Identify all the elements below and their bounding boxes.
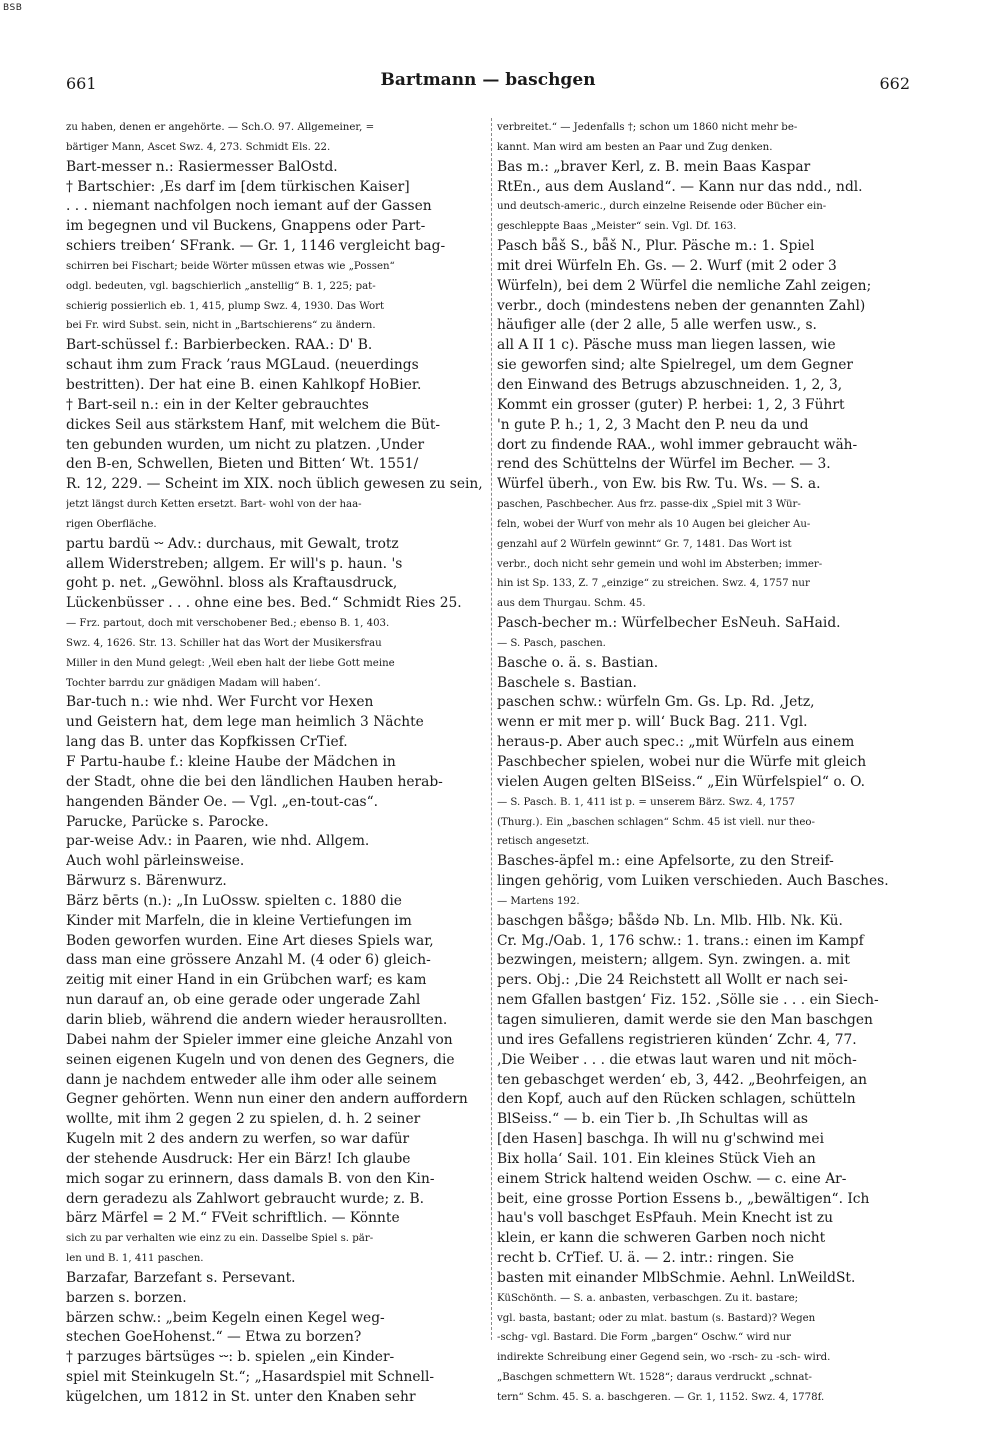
text-line: baschgen bǟšgə; bǟšdə Nb. Ln. Mlb. Hlb. Nk. Kü. [497, 912, 843, 929]
text-line: schiers treiben‘ SFrank. — Gr. 1, 1146 vergleicht bag- [66, 238, 446, 255]
text-line: jetzt längst durch Ketten ersetzt. Bart- wohl von der haa- [66, 499, 362, 511]
text-line: und ires Gefallens registrieren künden‘ Zchr. 4, 77. [497, 1031, 857, 1048]
text-line: hangenden Bänder Oe. — Vgl. „en-tout-cas“. [66, 793, 379, 810]
text-line: darin blieb, während die andern wieder herausrollten. [66, 1011, 448, 1028]
text-line: retisch angesetzt. [497, 836, 590, 848]
text-line: und Geistern hat, dem lege man heimlich 3 Nächte [66, 714, 424, 731]
text-line: — Frz. partout, doch mit verschobener Bed.; ebenso B. 1, 403. [66, 618, 390, 630]
text-line: Miller in den Mund gelegt: ‚Weil eben halt der liebe Gott meine [66, 657, 395, 669]
text-line: Dabei nahm der Spieler immer eine gleiche Anzahl von [66, 1031, 453, 1048]
text-line: feln, wobei der Wurf von mehr als 10 Augen bei gleicher Au- [497, 518, 811, 530]
text-line: F Partu-haube f.: kleine Haube der Mädchen in [66, 754, 396, 770]
text-line: stechen GoeHohenst.“ — Etwa zu borzen? [66, 1329, 362, 1346]
text-line: nem Gfallen bastgen‘ Fiz. 152. ‚Sölle sie . . . ein Siech- [497, 992, 879, 1009]
text-line: Bärz bērts (n.): „In LuOssw. spielten c. 1880 die [66, 892, 402, 909]
text-line: Bix holla‘ Sail. 101. Ein kleines Stück Vieh an [497, 1150, 816, 1167]
text-line: sie geworfen sind; alte Spielregel, um dem Gegner [497, 357, 853, 374]
text-line: wollte, mit ihm 2 gegen 2 zu spielen, d. h. 2 seiner [66, 1111, 421, 1128]
text-line: . . . niemant nachfolgen noch iemant auf der Gassen [66, 198, 432, 215]
text-line: † parzuges bärtsüges ⏑⏑: b. spielen „ein Kinder- [66, 1349, 395, 1366]
text-line: Bart-messer n.: Rasiermesser BalOstd. [66, 158, 338, 175]
text-line: barzen s. borzen. [66, 1289, 187, 1306]
text-line: Pasch bǟš S., bǟš N., Plur. Päsche m.: 1. Spiel [497, 238, 815, 255]
text-line: Würfeln), bei dem 2 Würfel die nemliche Zahl zeigen; [497, 277, 872, 294]
left-column [66, 118, 488, 1408]
text-line: † Bartschier: ‚Es darf im [dem türkischen Kaiser] [66, 178, 410, 195]
text-line: zu haben, denen er angehörte. — Sch.O. 97. Allgemeiner, = [66, 122, 375, 133]
text-line: Pasch-becher m.: Würfelbecher EsNeuh. SaHaid. [497, 615, 841, 632]
text-line: odgl. bedeuten, vgl. bagschierlich „anstellig“ B. 1, 225; pat- [66, 280, 376, 292]
text-line: KüSchönth. — S. a. anbasten, verbaschgen. Zu it. bastare; [497, 1292, 799, 1304]
text-line: häufiger alle (der 2 alle, 5 alle werfen usw., s. [497, 317, 817, 334]
text-line: Kinder mit Marfeln, die in kleine Vertiefungen im [66, 912, 412, 929]
text-line: bezwingen, meistern; allgem. Syn. zwingen. a. mit [497, 952, 850, 969]
text-line: Gegner gehörten. Wenn nun einer den andern auffordern [66, 1091, 468, 1108]
text-line: der Stadt, ohne die bei den ländlichen Hauben herab- [66, 773, 443, 790]
text-line: lang das B. unter das Kopfkissen CrTief. [66, 734, 348, 751]
right-column [497, 118, 913, 1408]
text-line: ten gebunden wurden, um nicht zu platzen. ‚Under [66, 436, 425, 453]
text-line: nun darauf an, ob eine gerade oder ungerade Zahl [66, 992, 421, 1009]
text-line: recht b. CrTief. U. ä. — 2. intr.: ringen. Sie [497, 1250, 795, 1267]
text-line: verbreitet.“ — Jedenfalls †; schon um 1860 nicht mehr be- [497, 122, 798, 133]
text-line: Lückenbüsser . . . ohne eine bes. Bed.“ Schmidt Ries 25. [66, 595, 462, 612]
text-line: [den Hasen] baschga. Ih will nu g'schwind mei [497, 1131, 825, 1148]
text-line: R. 12, 229. — Scheint im XIX. noch üblich gewesen zu sein, [66, 476, 483, 493]
text-line: rend des Schüttelns der Würfel im Becher. — 3. [497, 456, 831, 473]
left-page-number: 661 [66, 74, 97, 93]
text-line: Parucke, Parücke s. Parocke. [66, 813, 269, 830]
text-line: paschen, Paschbecher. Aus frz. passe-dix „Spiel mit 3 Wür- [497, 499, 801, 511]
text-line: Barzafar, Barzefant s. Persevant. [66, 1269, 296, 1286]
text-line: mich sogar zu erinnern, dass damals B. von den Kin- [66, 1170, 435, 1187]
text-line: verbr., doch (mindestens neben der genannten Zahl) [497, 297, 866, 314]
text-line: BlSeiss.“ — b. ein Tier b. ‚Ih Schultas will as [497, 1111, 809, 1128]
text-line: vielen Augen gelten BlSeiss.“ „Ein Würfelspiel“ o. O. [497, 773, 866, 790]
text-line: bei Fr. wird Subst. sein, nicht in „Bartschierens“ zu ändern. [66, 320, 376, 332]
text-line: genzahl auf 2 Würfeln gewinnt“ Gr. 7, 1481. Das Wort ist [497, 538, 792, 550]
text-line: schierig possierlich eb. 1, 415, plump Swz. 4, 1930. Das Wort [66, 300, 385, 312]
text-line: den Einwand des Betrugs abzuschneiden. 1, 2, 3, [497, 376, 843, 393]
text-line: lingen gehörig, vom Luiken verschieden. Auch Basches. [497, 873, 889, 890]
text-line: hau's voll baschget EsPfauh. Mein Knecht ist zu [497, 1210, 834, 1227]
text-line: im begegnen und vil Buckens, Gnappens oder Part- [66, 218, 426, 235]
text-line: Baschele s. Bastian. [497, 674, 637, 691]
text-line: Würfel überh., von Ew. bis Rw. Tu. Ws. — S. a. [497, 476, 821, 493]
text-line: tern“ Schm. 45. S. a. baschgeren. — Gr. 1, 1152. Swz. 4, 1778f. [497, 1392, 825, 1403]
running-title: Bartmann — baschgen [380, 70, 596, 90]
text-line: — Martens 192. [497, 895, 580, 907]
running-header [66, 70, 910, 100]
text-line: len und B. 1, 411 paschen. [66, 1253, 204, 1265]
text-line: den B-en, Schwellen, Bieten und Bitten‘ Wt. 1551/ [66, 456, 419, 473]
text-line: — S. Pasch, paschen. [497, 637, 606, 649]
text-line: Tochter barrdu zur gnädigen Madam will haben‘. [66, 677, 321, 689]
text-line: ten gebaschget werden‘ eb, 3, 442. „Beohrfeigen, an [497, 1071, 867, 1088]
text-line: Bas m.: „braver Kerl, z. B. mein Baas Kaspar [497, 158, 811, 175]
text-line: indirekte Schreibung einer Gegend sein, wo -rsch- zu -sch- wird. [497, 1352, 831, 1364]
text-line: RtEn., aus dem Ausland“. — Kann nur das ndd., ndl. [497, 178, 863, 195]
text-line: spiel mit Steinkugeln St.“; „Hasardspiel mit Schnell- [66, 1369, 435, 1386]
text-line: -schg- vgl. Bastard. Die Form „bargen“ Oschw.“ wird nur [497, 1332, 792, 1344]
text-line: partu bardü ⏑⏑ Adv.: durchaus, mit Gewalt, trotz [66, 535, 399, 552]
text-line: „Baschgen schmettern Wt. 1528“; daraus verdruckt „schnat- [497, 1372, 812, 1384]
text-line: zeitig mit einer Hand in ein Grübchen warf; es kam [66, 972, 427, 989]
text-line: 'n gute P. h.; 1, 2, 3 Macht den P. neu da und [497, 416, 809, 433]
text-line: der stehende Ausdruck: Her ein Bärz! Ich glaube [66, 1150, 411, 1167]
text-line: aus dem Thurgau. Schm. 45. [497, 598, 646, 610]
text-line: wenn er mit mer p. will‘ Buck Bag. 211. Vgl. [497, 714, 808, 731]
text-line: schirren bei Fischart; beide Wörter müssen etwas wie „Possen“ [66, 260, 395, 272]
text-line: beit, eine grosse Portion Essens b., „bewältigen“. Ich [497, 1190, 870, 1207]
text-line: allem Widerstreben; allgem. Er will's p. haun. 's [66, 555, 403, 572]
text-line: Auch wohl pärleinsweise. [66, 853, 245, 870]
text-line: dern geradezu als Zahlwort gebraucht wurde; z. B. [66, 1190, 425, 1207]
text-line: mit drei Würfeln Eh. Gs. — 2. Wurf (mit 2 oder 3 [497, 257, 837, 274]
library-stamp: BSB [3, 3, 23, 13]
text-line: dort zu findende RAA., wohl immer gebraucht wäh- [497, 436, 858, 453]
text-line: tagen simulieren, damit werde sie den Man baschgen [497, 1011, 873, 1028]
text-line: Bar-tuch n.: wie nhd. Wer Furcht vor Hexen [66, 694, 374, 711]
text-line: hin ist Sp. 133, Z. 7 „einzige“ zu streichen. Swz. 4, 1757 nur [497, 578, 810, 590]
text-line: ‚Die Weiber . . . die etwas laut waren und nit möch- [497, 1051, 857, 1068]
text-line: dickes Seil aus stärkstem Hanf, mit welchem die Büt- [66, 416, 441, 433]
text-line: verbr., doch nicht sehr gemein und wohl im Absterben; immer- [497, 558, 823, 570]
text-line: basten mit einander MlbSchmie. Aehnl. LnWeildSt. [497, 1269, 856, 1286]
text-line: goht p. net. „Gewöhnl. bloss als Kraftausdruck, [66, 575, 398, 592]
text-line: bestritten). Der hat eine B. einen Kahlkopf HoBier. [66, 376, 422, 393]
text-line: Boden geworfen wurden. Eine Art dieses Spiels war, [66, 932, 434, 949]
text-line: einem Strick haltend weiden Oschw. — c. eine Ar- [497, 1170, 847, 1187]
text-line: klein, er kann die schweren Garben noch nicht [497, 1230, 826, 1247]
text-line: rigen Oberfläche. [66, 518, 157, 530]
text-line: schaut ihm zum Frack ’raus MGLaud. (neuerdings [66, 357, 419, 374]
text-line: — S. Pasch. B. 1, 411 ist p. = unserem Bärz. Swz. 4, 1757 [497, 796, 796, 808]
text-line: Bärwurz s. Bärenwurz. [66, 873, 227, 890]
text-line: und deutsch-americ., durch einzelne Reisende oder Bücher ein- [497, 201, 827, 213]
text-line: Basches-äpfel m.: eine Apfelsorte, zu den Streif- [497, 853, 834, 870]
text-line: Kugeln mit 2 des andern zu werfen, so war dafür [66, 1131, 410, 1148]
text-line: bärz Märfel = 2 M.“ FVeit schriftlich. — Könnte [66, 1210, 400, 1227]
text-line: Swz. 4, 1626. Str. 13. Schiller hat das Wort der Musikersfrau [66, 637, 382, 649]
text-line: pers. Obj.: ‚Die 24 Reichstett all Wollt er nach sei- [497, 972, 848, 989]
text-line: dass man eine grössere Anzahl M. (4 oder 6) gleich- [66, 952, 431, 969]
text-line: kannt. Man wird am besten an Paar und Zug denken. [497, 141, 773, 153]
text-line: den Kopf, auch auf den Rücken schlagen, schütteln [497, 1091, 856, 1108]
right-page-number: 662 [879, 74, 910, 93]
text-line: (Thurg.). Ein „baschen schlagen“ Schm. 45 ist viell. nur theo- [497, 816, 815, 828]
text-line: Basche o. ä. s. Bastian. [497, 654, 659, 671]
text-line: Cr. Mg./Oab. 1, 176 schw.: 1. trans.: einen im Kampf [497, 932, 864, 949]
text-line: par-weise Adv.: in Paaren, wie nhd. Allgem. [66, 833, 370, 850]
text-line: Kommt ein grosser (guter) P. herbei: 1, 2, 3 Führt [497, 396, 845, 413]
text-line: † Bart-seil n.: ein in der Kelter gebrauchtes [66, 396, 369, 413]
text-line: geschleppte Baas „Meister“ sein. Vgl. Df. 163. [497, 221, 737, 233]
text-line: seinen eigenen Kugeln und von denen des Gegners, die [66, 1051, 455, 1068]
text-line: dann je nachdem entweder alle ihm oder alle seinem [66, 1071, 437, 1088]
text-line: sich zu par verhalten wie einz zu ein. Dasselbe Spiel s. pär- [66, 1233, 374, 1245]
text-line: bärzen schw.: „beim Kegeln einen Kegel weg- [66, 1309, 385, 1326]
text-line: Bart-schüssel f.: Barbierbecken. RAA.: D' B. [66, 337, 373, 354]
text-line: vgl. basta, bastant; oder zu mlat. bastum (s. Bastard)? Wegen [497, 1312, 816, 1324]
text-line: heraus-p. Aber auch spec.: „mit Würfeln aus einem [497, 734, 855, 751]
column-divider [491, 118, 492, 1340]
text-line: bärtiger Mann, Ascet Swz. 4, 273. Schmidt Els. 22. [66, 141, 331, 153]
text-line: paschen schw.: würfeln Gm. Gs. Lp. Rd. ‚Jetz, [497, 694, 815, 711]
text-line: kügelchen, um 1812 in St. unter den Knaben sehr [66, 1389, 416, 1405]
text-line: all A II 1 c). Päsche muss man liegen lassen, wie [497, 337, 836, 354]
text-line: Paschbecher spielen, wobei nur die Würfe mit gleich [497, 754, 867, 770]
